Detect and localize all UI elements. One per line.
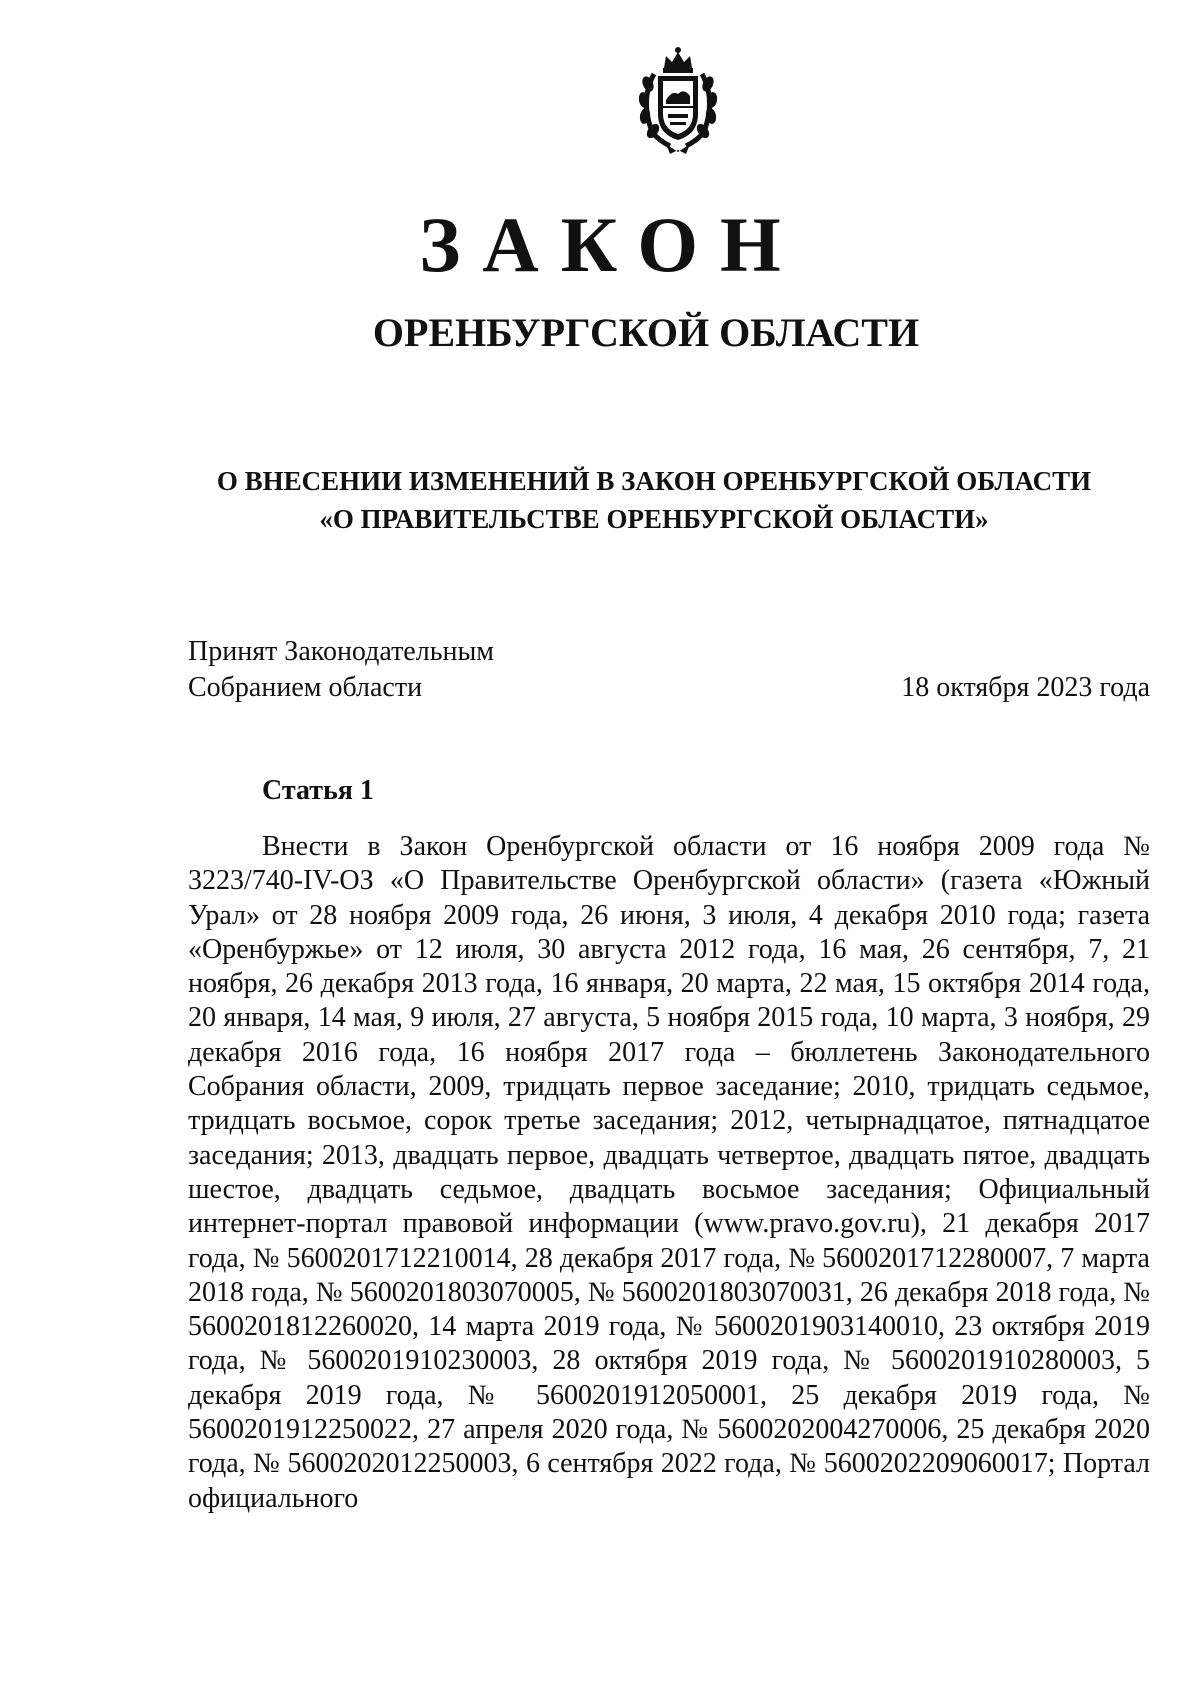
adoption-line-2: Собранием области bbox=[188, 672, 423, 703]
law-name bbox=[0, 462, 1200, 538]
document-region: ОРЕНБУРГСКОЙ ОБЛАСТИ bbox=[372, 310, 920, 355]
article-heading: Статья 1 bbox=[262, 775, 374, 806]
document-title: ЗАКОН bbox=[419, 201, 803, 288]
adoption-line-1: Принят Законодательным bbox=[188, 636, 494, 667]
adoption-date: 18 октября 2023 года bbox=[901, 672, 1150, 703]
law-name-line-2: «О ПРАВИТЕЛЬСТВЕ ОРЕНБУРГСКОЙ ОБЛАСТИ» bbox=[319, 504, 989, 534]
law-name-line-1: О ВНЕСЕНИИ ИЗМЕНЕНИЙ В ЗАКОН ОРЕНБУРГСКОЙ ОБЛАСТИ bbox=[216, 466, 1092, 496]
coat-of-arms-icon bbox=[628, 44, 728, 156]
article-body-text: Внести в Закон Оренбургской области от 16 ноября 2009 года № 3223/740-IV-ОЗ «О Правительстве Оренбургской области» (газета «Южный Урал» от 28 ноября 2009 года, 26 июня, 3 июля, 4 декабря 2010 года; газета «Оренбуржье» от 12 июля, 30 августа 2012 года, 16 мая, 26 сентября, 7, 21 ноября, 26 декабря 2013 года, 16 января, 20 марта, 22 мая, 15 октября 2014 года, 20 января, 14 мая, 9 июля, 27 августа, 5 ноября 2015 года, 10 марта, 3 ноября, 29 декабря 2016 года, 16 ноября 2017 года – бюллетень Законодательного Собрания области, 2009, тридцать первое заседание; 2010, тридцать седьмое, тридцать восьмое, сорок третье заседания; 2012, четырнадцатое, пятнадцатое заседания; 2013, двадцать первое, двадцать четвертое, двадцать пятое, двадцать шестое, двадцать седьмое, двадцать восьмое заседания; Официальный интернет-портал правовой информации (www.pravo.gov.ru), 21 декабря 2017 года, № 5600201712210014, 28 декабря 2017 года, № 5600201712280007, 7 марта 2018 года, № 5600201803070005, № 5600201803070031, 26 декабря 2018 года, № 5600201812260020, 14 марта 2019 года, № 5600201903140010, 23 октября 2019 года, № 5600201910230003, 28 октября 2019 года, № 5600201910280003, 5 декабря 2019 года, № 5600201912050001, 25 декабря 2019 года, № 5600201912250022, 27 апреля 2020 года, № 5600202004270006, 25 декабря 2020 года, № 5600202012250003, 6 сентября 2022 года, № 5600202209060017; Портал официального bbox=[188, 831, 1150, 1514]
adoption-info bbox=[188, 634, 494, 706]
